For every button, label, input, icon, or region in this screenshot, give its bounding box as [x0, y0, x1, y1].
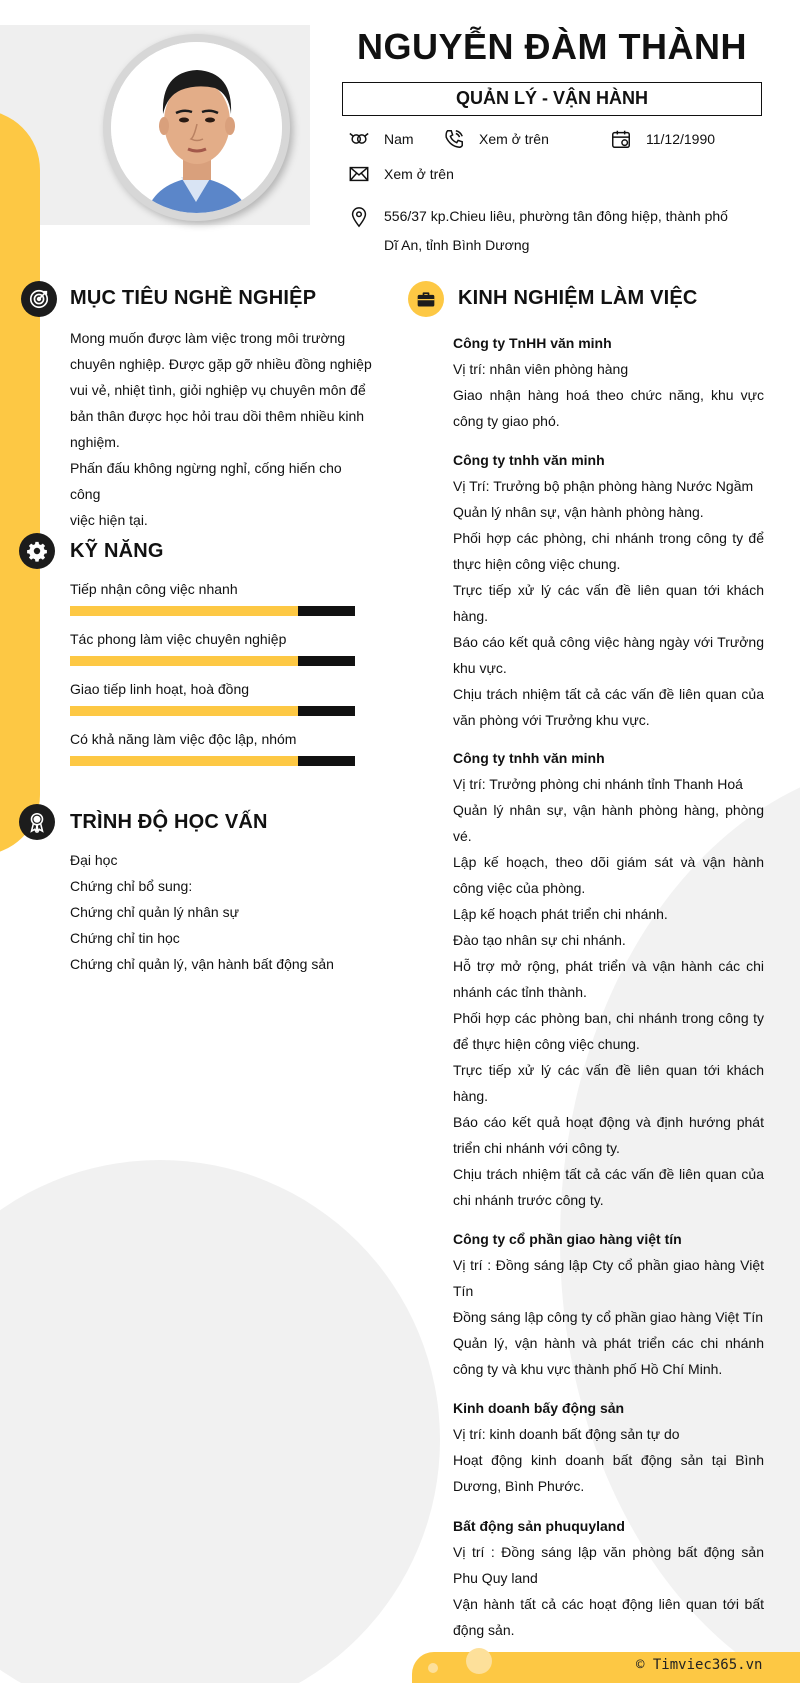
job-detail: Phối hợp các phòng ban, chi nhánh trong công ty để thực hiện công việc chung.	[453, 1010, 764, 1052]
job-detail: Hỗ trợ mở rộng, phát triển và vận hành các chi nhánh các tỉnh thành.	[453, 958, 764, 1000]
job-detail: Báo cáo kết quả công việc hàng ngày với Trưởng khu vực.	[453, 634, 764, 676]
company-name: Công ty cổ phần giao hàng việt tín	[453, 1231, 682, 1247]
job-detail: Vị trí: kinh doanh bất động sản tự do	[453, 1426, 680, 1442]
job-detail: Trực tiếp xử lý các vấn đề liên quan tới khách hàng.	[453, 582, 764, 624]
job-detail: Đào tạo nhân sự chi nhánh.	[453, 932, 626, 948]
objective-line: chuyên nghiệp. Được gặp gỡ nhiều đồng nghiệp	[70, 356, 372, 372]
experience-item	[453, 1226, 764, 1382]
gear-icon	[19, 533, 55, 569]
objective-line: bản thân được học hỏi trau dồi thêm nhiều kinh	[70, 408, 365, 424]
job-detail: Vị trí: nhân viên phòng hàng	[453, 361, 629, 377]
education-item: Chứng chỉ quản lý, vận hành bất động sản	[70, 956, 334, 972]
job-title: QUẢN LÝ - VẬN HÀNH	[342, 82, 762, 116]
avatar	[103, 34, 290, 221]
skill-bar	[70, 756, 355, 766]
decorative-circle	[0, 1160, 440, 1683]
skill-level	[70, 756, 298, 766]
decorative-dot	[466, 1648, 492, 1674]
objective-line: nghiệm.	[70, 434, 120, 450]
skill-label: Có khả năng làm việc độc lập, nhóm	[70, 731, 297, 747]
objective-line: vui vẻ, nhiệt tình, giỏi nghiệp vụ chuyên môn để	[70, 382, 366, 398]
objective-line: Mong muốn được làm việc trong môi trường	[70, 330, 346, 346]
skill-label: Tác phong làm việc chuyên nghiệp	[70, 631, 287, 647]
email-value: Xem ở trên	[384, 166, 454, 182]
address-row	[348, 206, 728, 260]
job-detail: Vị trí : Đồng sáng lập văn phòng bất động sản Phu Quy land	[453, 1544, 764, 1586]
experience-item	[453, 447, 764, 733]
job-detail: Báo cáo kết quả hoạt động và định hướng phát triển chi nhánh với công ty.	[453, 1114, 764, 1156]
job-detail: Quản lý, vận hành và phát triển các chi nhánh công ty và khu vực thành phố Hồ Chí Minh.	[453, 1335, 764, 1377]
education-item: Đại học	[70, 852, 118, 868]
decorative-dot	[428, 1663, 438, 1673]
skill-label: Giao tiếp linh hoạt, hoà đồng	[70, 681, 250, 697]
job-detail: Trực tiếp xử lý các vấn đề liên quan tới khách hàng.	[453, 1062, 764, 1104]
job-detail: Vị Trí: Trưởng bộ phận phòng hàng Nước Ngầm	[453, 478, 754, 494]
location-pin-icon	[348, 206, 370, 228]
phone-icon	[443, 128, 465, 150]
birthday-value: 11/12/1990	[646, 131, 716, 147]
skill-level	[70, 656, 298, 666]
email-row	[348, 163, 454, 185]
gender-value: Nam	[384, 131, 414, 147]
briefcase-icon	[408, 281, 444, 317]
avatar-photo	[111, 42, 282, 213]
job-detail: Quản lý nhân sự, vận hành phòng hàng.	[453, 504, 704, 520]
education-item: Chứng chỉ bổ sung:	[70, 878, 193, 894]
skill-bar	[70, 656, 355, 666]
left-accent-bar	[0, 110, 40, 855]
company-name: Kinh doanh bấy động sản	[453, 1400, 625, 1416]
job-detail: Đồng sáng lập công ty cổ phần giao hàng Việt Tín	[453, 1309, 764, 1325]
education-heading: TRÌNH ĐỘ HỌC VẤN	[70, 811, 268, 833]
job-detail: Chịu trách nhiệm tất cả các vấn đề liên quan của văn phòng với Trưởng khu vực.	[453, 686, 764, 728]
experience-item	[453, 330, 764, 434]
skills-heading: KỸ NĂNG	[70, 540, 164, 562]
skill-bar	[70, 606, 355, 616]
experience-item	[453, 1513, 764, 1643]
job-detail: Lập kế hoạch phát triển chi nhánh.	[453, 906, 668, 922]
job-detail: Phối hợp các phòng, chi nhánh trong công ty để thực hiện công việc chung.	[453, 530, 764, 572]
education-list	[70, 847, 390, 977]
skill-level	[70, 606, 298, 616]
objective-line: việc hiện tại.	[70, 512, 148, 528]
address-line-1: 556/37 kp.Chieu liêu, phường tân đông hiệp, thành phố	[384, 208, 728, 224]
candidate-name: NGUYỄN ĐÀM THÀNH	[357, 26, 747, 67]
objective-text	[70, 325, 375, 533]
education-item: Chứng chỉ quản lý nhân sự	[70, 904, 239, 920]
gender-row	[348, 128, 414, 150]
mail-icon	[348, 163, 370, 185]
job-detail: Vận hành tất cả các hoạt động liên quan tới bất động sản.	[453, 1596, 764, 1638]
job-detail: Quản lý nhân sự, vận hành phòng hàng, phòng vé.	[453, 802, 764, 844]
objective-line: Phấn đấu không ngừng nghỉ, cống hiến cho công	[70, 460, 342, 502]
calendar-icon	[610, 128, 632, 150]
company-name: Bất động sản phuquyland	[453, 1518, 625, 1534]
address-line-2: Dĩ An, tỉnh Bình Dương	[384, 237, 530, 253]
job-detail: Vị trí : Đồng sáng lập Cty cổ phần giao hàng Việt Tín	[453, 1257, 764, 1299]
job-detail: Chịu trách nhiệm tất cả các vấn đề liên quan của chi nhánh trước công ty.	[453, 1166, 764, 1208]
phone-row	[443, 128, 549, 150]
job-detail: Giao nhận hàng hoá theo chức năng, khu vực công ty giao phó.	[453, 387, 764, 429]
company-name: Công ty tnhh văn minh	[453, 452, 605, 468]
job-detail: Lập kế hoạch, theo dõi giám sát và vận hành công việc của phòng.	[453, 854, 764, 896]
objective-heading: MỤC TIÊU NGHỀ NGHIỆP	[70, 287, 317, 309]
skill-bar	[70, 706, 355, 716]
company-name: Công ty tnhh văn minh	[453, 750, 605, 766]
award-icon	[19, 804, 55, 840]
gender-icon	[348, 128, 370, 150]
education-item: Chứng chỉ tin học	[70, 930, 180, 946]
job-detail: Vị trí: Trưởng phòng chi nhánh tỉnh Thanh Hoá	[453, 776, 743, 792]
company-name: Công ty TnHH văn minh	[453, 335, 612, 351]
watermark: © Timviec365.vn	[636, 1657, 763, 1673]
skill-label: Tiếp nhận công việc nhanh	[70, 581, 238, 597]
phone-value: Xem ở trên	[479, 131, 549, 147]
experience-item	[453, 1395, 764, 1499]
experience-item	[453, 745, 764, 1213]
job-detail: Hoạt động kinh doanh bất động sản tại Bình Dương, Bình Phước.	[453, 1452, 764, 1494]
experience-heading: KINH NGHIỆM LÀM VIỆC	[458, 287, 698, 309]
birthday-row	[610, 128, 715, 150]
skill-level	[70, 706, 298, 716]
target-icon	[21, 281, 57, 317]
